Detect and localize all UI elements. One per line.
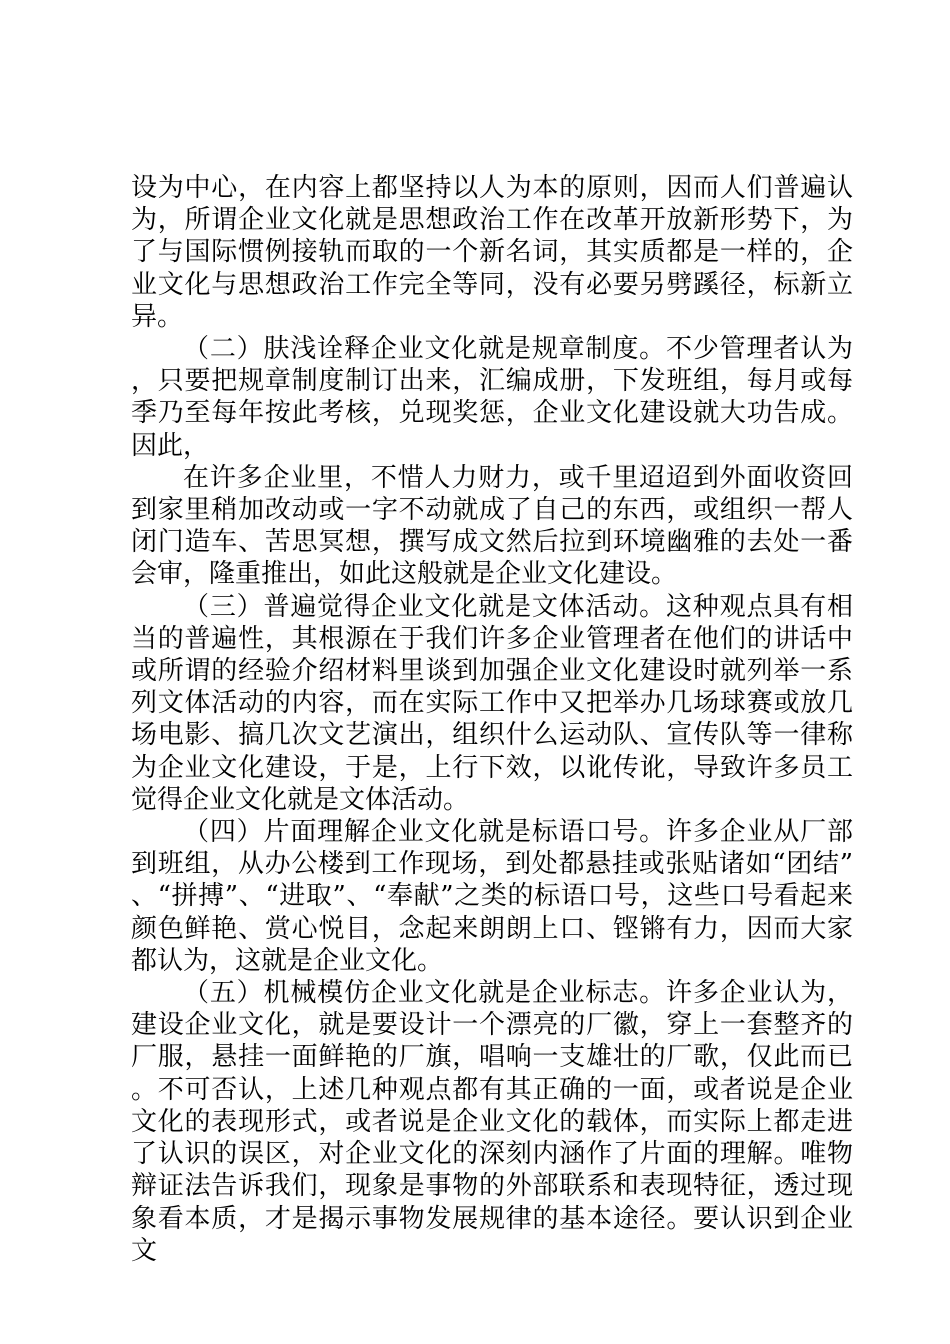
paragraph-2: （二）肤浅诠释企业文化就是规章制度。不少管理者认为，只要把规章制度制订出来，汇编成册，下发班组，每月或每季乃至每年按此考核，兑现奖惩，企业文化建设就大功告成。因此， — [131, 334, 853, 461]
paragraph-6: （五）机械模仿企业文化就是企业标志。许多企业认为，建设企业文化，就是要设计一个漂亮的厂徽，穿上一套整齐的厂服，悬挂一面鲜艳的厂旗，唱响一支雄壮的厂歌，仅此而已。不可否认，上述几种观点都有其正确的一面，或者说是企业文化的表现形式，或者说是企业文化的载体，而实际上都走进了认识的误区，对企业文化的深刻内涵作了片面的理解。唯物辩证法告诉我们，现象是事物的外部联系和表现特征，透过现象看本质，才是揭示事物发展规律的基本途径。要认识到企业文 — [131, 978, 853, 1266]
paragraph-1: 设为中心，在内容上都坚持以人为本的原则，因而人们普遍认为，所谓企业文化就是思想政治工作在改革开放新形势下，为了与国际惯例接轨而取的一个新名词，其实质都是一样的，企业文化与思想政治工作完全等同，没有必要另劈蹊径，标新立异。 — [131, 173, 853, 332]
paragraph-3: 在许多企业里，不惜人力财力，或千里迢迢到外面收资回到家里稍加改动或一字不动就成了自己的东西，或组织一帮人闭门造车、苦思冥想，撰写成文然后拉到环境幽雅的去处一番会审，隆重推出，如此这般就是企业文化建设。 — [131, 462, 853, 590]
paragraph-5: （四）片面理解企业文化就是标语口号。许多企业从厂部到班组，从办公楼到工作现场，到处都悬挂或张贴诸如“团结”、“拼搏”、“进取”、“奉献”之类的标语口号，这些口号看起来颜色鲜艳、赏心悦目，念起来朗朗上口、铿锵有力，因而大家都认为，这就是企业文化。 — [131, 817, 853, 976]
paragraph-4: （三）普遍觉得企业文化就是文体活动。这种观点具有相当的普遍性，其根源在于我们许多企业管理者在他们的讲话中或所谓的经验介绍材料里谈到加强企业文化建设时就列举一系列文体活动的内容，而在实际工作中又把举办几场球赛或放几场电影、搞几次文艺演出，组织什么运动队、宣传队等一律称为企业文化建设，于是，上行下效，以讹传讹，导致许多员工觉得企业文化就是文体活动。 — [131, 591, 853, 815]
document-body — [131, 172, 853, 1267]
